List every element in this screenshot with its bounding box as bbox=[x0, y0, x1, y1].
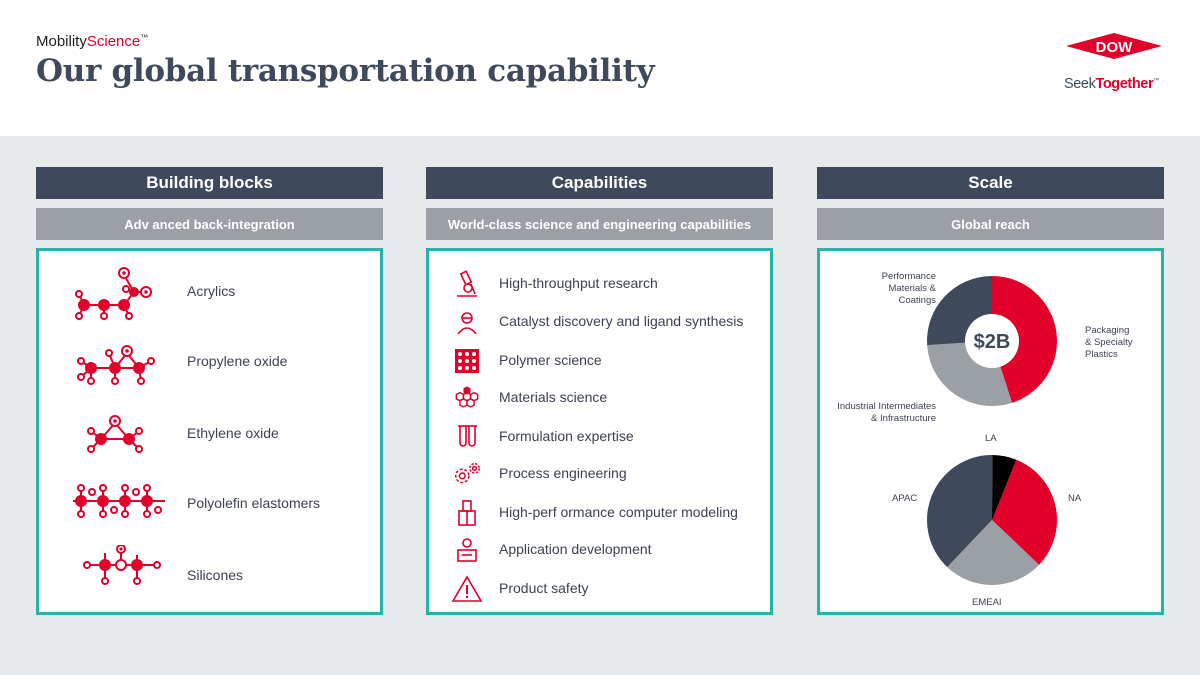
capability-label: Materials science bbox=[499, 389, 608, 405]
logo-tagline bbox=[1064, 76, 1159, 92]
ethylene-oxide-molecule-icon bbox=[69, 403, 169, 463]
scale-column bbox=[817, 167, 1164, 615]
page-title: Our global transportation capability bbox=[36, 53, 655, 89]
test-tubes-icon bbox=[451, 423, 483, 451]
capability-label: Application development bbox=[499, 541, 652, 557]
warning-icon bbox=[451, 575, 483, 603]
tagline-seek: Seek bbox=[1064, 76, 1096, 92]
pie-label-industrial: Industrial Intermediates & Infrastructure bbox=[837, 401, 936, 424]
microscope-icon bbox=[451, 270, 483, 298]
building-block-propylene-oxide bbox=[39, 331, 380, 391]
scale-box bbox=[817, 248, 1164, 615]
pie-label-performance: Performance Materials & Coatings bbox=[881, 271, 936, 306]
acrylics-molecule-icon bbox=[69, 261, 169, 321]
capability-label: High-throughput research bbox=[499, 275, 658, 291]
pie-label-emeai: EMEAI bbox=[972, 597, 1002, 608]
capability-row bbox=[429, 419, 770, 453]
building-block-label: Acrylics bbox=[187, 283, 236, 299]
brand-tm: ™ bbox=[140, 33, 149, 42]
polymer-pattern-icon bbox=[451, 347, 483, 375]
scientist-icon bbox=[451, 308, 483, 336]
building-blocks-box bbox=[36, 248, 383, 615]
pie-label-na: NA bbox=[1068, 493, 1082, 504]
pie-label-apac: APAC bbox=[892, 493, 918, 504]
scale-heading: Scale bbox=[817, 167, 1164, 199]
polyolefin-molecule-icon bbox=[69, 473, 169, 533]
capability-label: Polymer science bbox=[499, 352, 602, 368]
developer-icon bbox=[451, 536, 483, 564]
building-block-polyolefin-elastomers bbox=[39, 473, 380, 533]
propylene-oxide-molecule-icon bbox=[69, 331, 169, 391]
hexagons-icon bbox=[451, 384, 483, 412]
brand-accent: Science bbox=[86, 33, 141, 50]
tagline-tm: ™ bbox=[1153, 78, 1159, 85]
tagline-together: Together bbox=[1095, 76, 1154, 92]
capability-row bbox=[429, 571, 770, 605]
capability-label: Product safety bbox=[499, 580, 589, 596]
pie-label-packaging: Packaging & Specialty Plastics bbox=[1085, 325, 1133, 360]
brand-wordmark bbox=[36, 33, 148, 50]
cube-model-icon bbox=[451, 499, 483, 527]
capability-row bbox=[429, 495, 770, 529]
capabilities-subheading: World-class science and engineering capabilities bbox=[426, 208, 773, 240]
gears-icon bbox=[451, 460, 483, 488]
capabilities-column bbox=[426, 167, 773, 615]
building-block-label: Silicones bbox=[187, 567, 244, 583]
pie-center-label: $2B bbox=[973, 331, 1011, 353]
brand-prefix: Mobility bbox=[36, 33, 87, 50]
capability-row bbox=[429, 456, 770, 490]
header bbox=[0, 0, 1200, 136]
capability-label: Process engineering bbox=[499, 465, 627, 481]
capabilities-box bbox=[426, 248, 773, 615]
capability-label: Catalyst discovery and ligand synthesis bbox=[499, 313, 744, 329]
building-block-silicones bbox=[39, 545, 380, 605]
building-blocks-subheading: Adv anced back-integration bbox=[36, 208, 383, 240]
capability-row bbox=[429, 304, 770, 338]
capability-label: High-perf ormance computer modeling bbox=[499, 504, 738, 520]
building-blocks-heading: Building blocks bbox=[36, 167, 383, 199]
capability-row bbox=[429, 266, 770, 300]
dow-logo-text: DOW bbox=[1095, 39, 1133, 56]
building-block-label: Ethylene oxide bbox=[187, 425, 279, 441]
building-block-label: Polyolefin elastomers bbox=[187, 495, 321, 511]
building-block-ethylene-oxide bbox=[39, 403, 380, 463]
capability-row bbox=[429, 380, 770, 414]
capability-row bbox=[429, 532, 770, 566]
building-block-label: Propylene oxide bbox=[187, 353, 288, 369]
capabilities-heading: Capabilities bbox=[426, 167, 773, 199]
building-blocks-column bbox=[36, 167, 383, 615]
capability-row bbox=[429, 343, 770, 377]
pie-label-la: LA bbox=[985, 433, 997, 444]
capability-label: Formulation expertise bbox=[499, 428, 634, 444]
silicones-molecule-icon bbox=[69, 545, 169, 605]
building-block-acrylics bbox=[39, 261, 380, 321]
scale-subheading: Global reach bbox=[817, 208, 1164, 240]
